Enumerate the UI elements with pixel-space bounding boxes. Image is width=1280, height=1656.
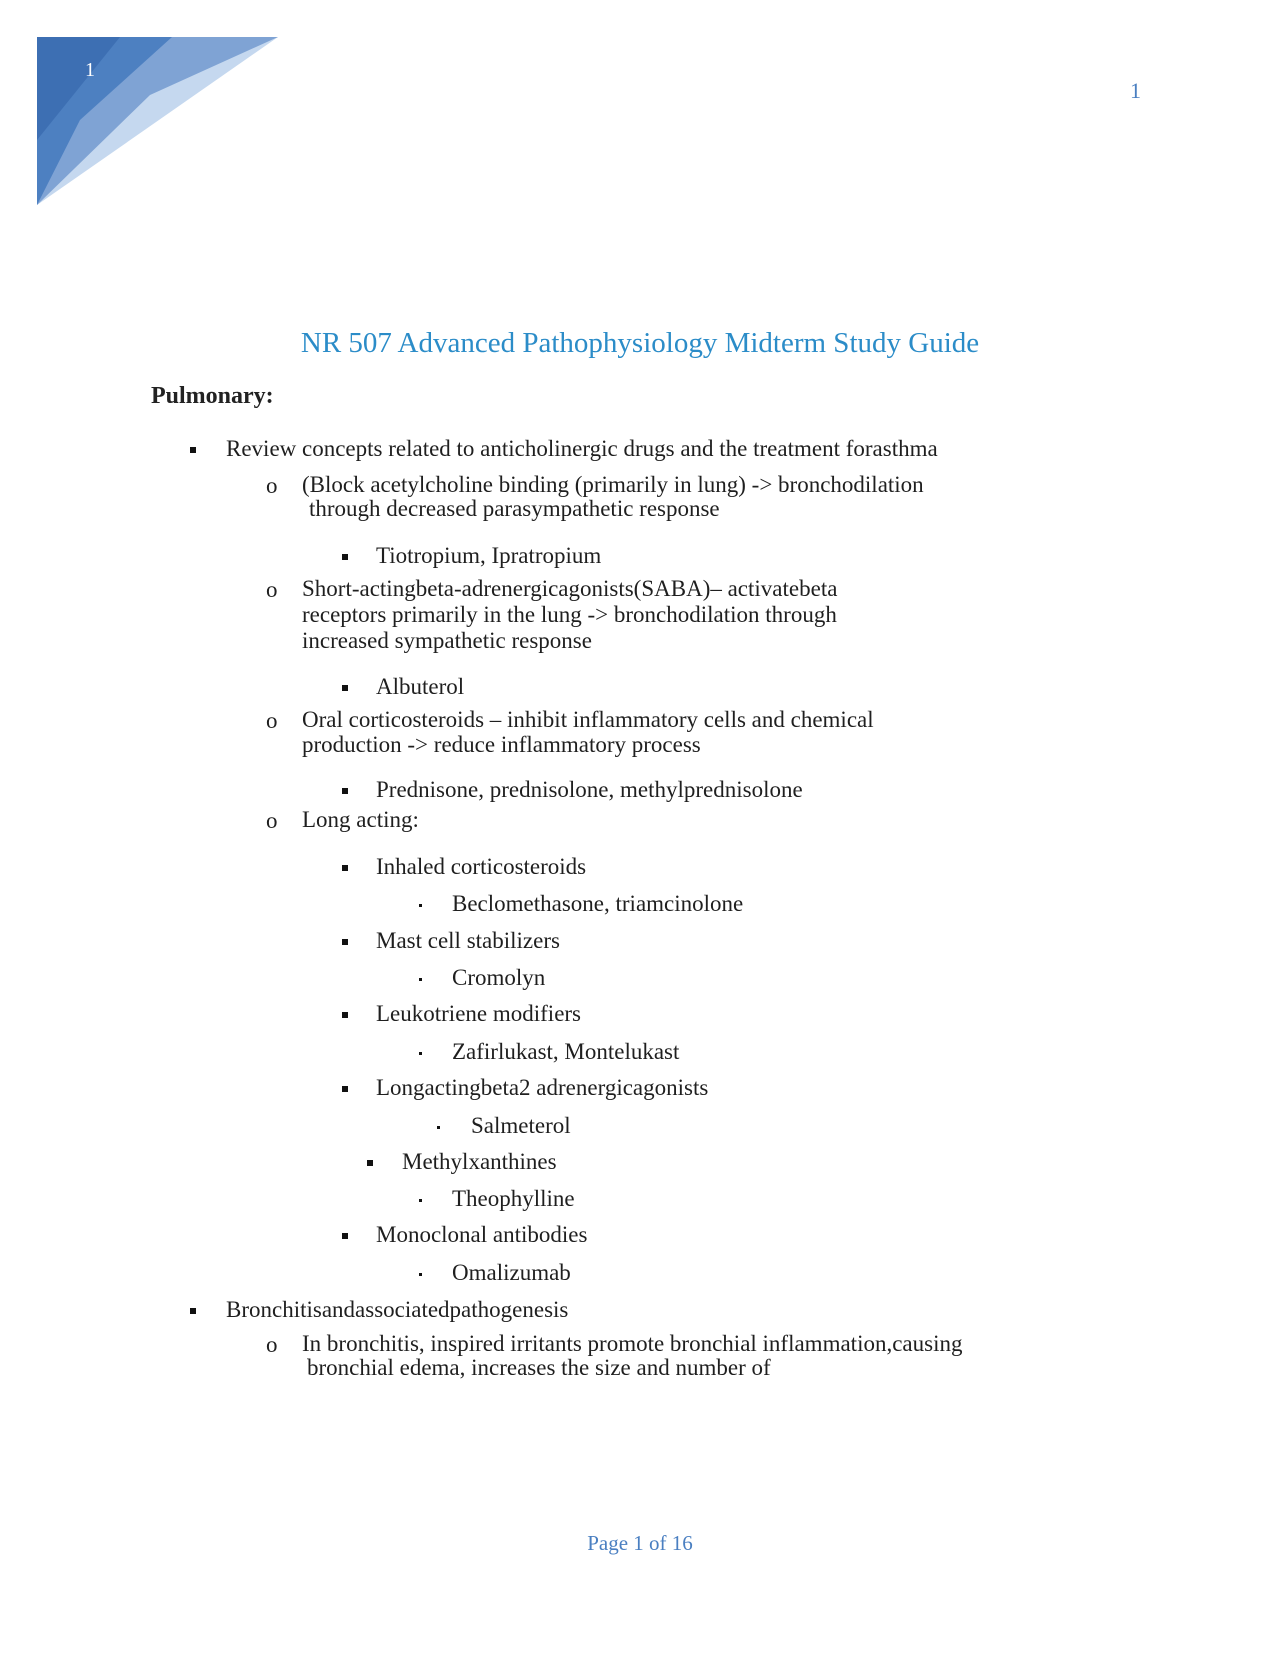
- list-item: In bronchitis, inspired irritants promote bronchial inflammation,causing: [302, 1331, 963, 1356]
- bullet-circle-icon: o: [266, 808, 278, 833]
- bullet-circle-icon: o: [266, 577, 278, 602]
- bullet-square-icon: [342, 554, 348, 560]
- bullet-dot-icon: [419, 904, 422, 907]
- list-item: Mast cell stabilizers: [376, 928, 560, 953]
- bullet-square-icon: [342, 1086, 348, 1092]
- list-item-continuation: receptors primarily in the lung -> bronchodilation through: [302, 602, 837, 627]
- list-item: Longactingbeta2 adrenergicagonists: [376, 1075, 709, 1100]
- bullet-square-icon: [342, 865, 348, 871]
- bullet-dot-icon: [419, 1199, 422, 1202]
- bullet-square-icon: [342, 788, 348, 794]
- list-item: Beclomethasone, triamcinolone: [452, 891, 744, 916]
- bullet-circle-icon: o: [266, 1332, 278, 1357]
- bullet-square-icon: [342, 1233, 348, 1239]
- list-item-continuation: bronchial edema, increases the size and number of: [307, 1355, 771, 1380]
- bullet-square-icon: [190, 1308, 196, 1314]
- list-item: Methylxanthines: [402, 1149, 557, 1174]
- list-item-continuation: through decreased parasympathetic response: [309, 496, 720, 521]
- list-item: Monoclonal antibodies: [376, 1222, 588, 1247]
- list-item: Cromolyn: [452, 965, 546, 990]
- list-item: Theophylline: [452, 1186, 575, 1211]
- bullet-dot-icon: [419, 1052, 422, 1055]
- list-item: Long acting:: [302, 807, 419, 832]
- bullet-square-icon: [342, 1012, 348, 1018]
- list-item: Inhaled corticosteroids: [376, 854, 587, 879]
- section-heading: Pulmonary:: [151, 383, 274, 409]
- bullet-dot-icon: [419, 1273, 422, 1276]
- list-item: Oral corticosteroids – inhibit inflammatory cells and chemical: [302, 707, 874, 732]
- page-title: NR 507 Advanced Pathophysiology Midterm Study Guide: [300, 327, 980, 359]
- list-item-continuation: production -> reduce inflammatory process: [302, 732, 701, 757]
- list-item: Bronchitisandassociatedpathogenesis: [226, 1297, 569, 1322]
- bullet-circle-icon: o: [266, 708, 278, 733]
- list-item: Leukotriene modifiers: [376, 1001, 582, 1026]
- list-item: Omalizumab: [452, 1260, 571, 1285]
- bullet-square-icon: [367, 1160, 373, 1166]
- list-item: Albuterol: [376, 674, 465, 699]
- list-item: Prednisone, prednisolone, methylprednisolone: [376, 777, 803, 802]
- list-item: Salmeterol: [471, 1113, 571, 1138]
- bullet-circle-icon: o: [266, 473, 278, 498]
- list-item: Review concepts related to anticholinergic drugs and the treatment forasthma: [226, 436, 938, 461]
- list-item: Zafirlukast, Montelukast: [452, 1039, 680, 1064]
- list-item: (Block acetylcholine binding (primarily in lung) -> bronchodilation: [302, 472, 924, 497]
- bullet-square-icon: [342, 939, 348, 945]
- bullet-square-icon: [342, 685, 348, 691]
- bullet-dot-icon: [437, 1126, 440, 1129]
- list-item: Short-actingbeta-adrenergicagonists(SABA)– activatebeta: [302, 576, 838, 601]
- list-item-continuation: increased sympathetic response: [302, 628, 592, 653]
- list-item: Tiotropium, Ipratropium: [376, 543, 602, 568]
- bullet-dot-icon: [419, 978, 422, 981]
- page-footer: Page 1 of 16: [587, 1531, 693, 1555]
- corner-decoration: [0, 0, 300, 210]
- bullet-square-icon: [190, 447, 196, 453]
- header-page-number: 1: [1130, 78, 1141, 103]
- corner-page-number: 1: [85, 59, 95, 81]
